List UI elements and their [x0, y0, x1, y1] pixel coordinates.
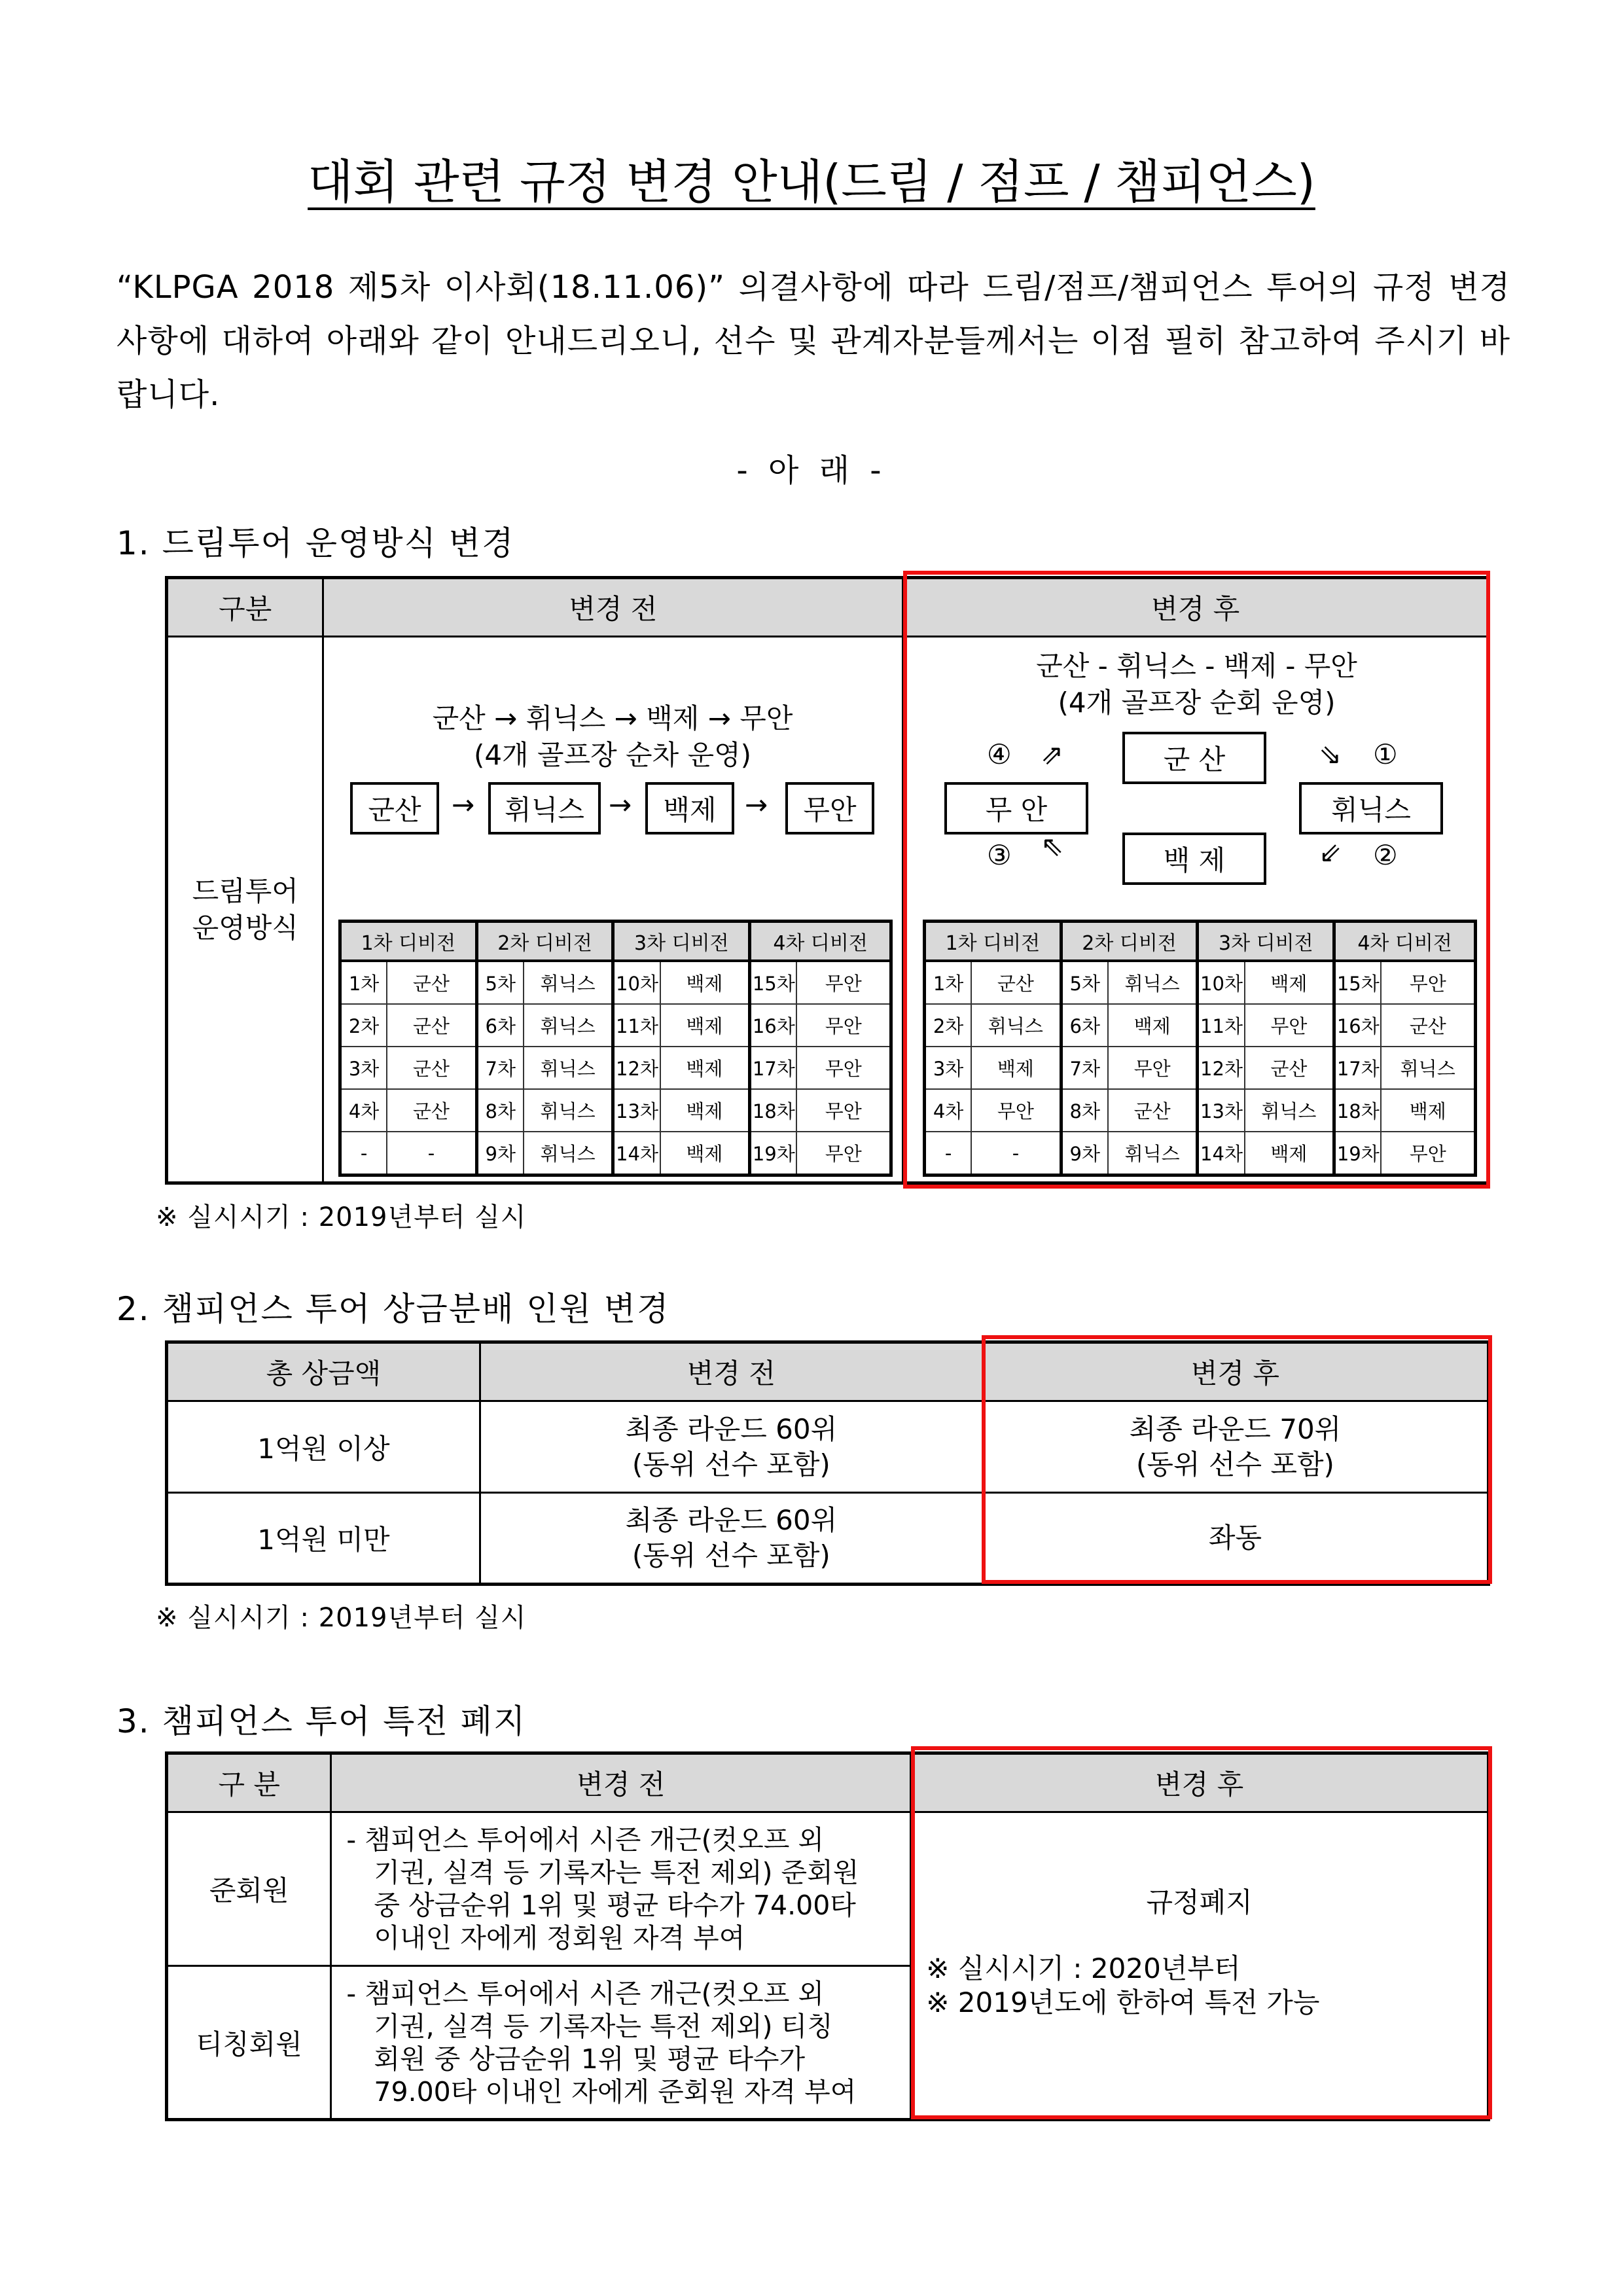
venue-cell: 휘닉스: [524, 1089, 613, 1132]
venue-cell: 무안: [796, 1004, 891, 1047]
after-box-muan: 무 안: [944, 782, 1088, 834]
arrow-nw-icon: ⇖: [1041, 830, 1064, 862]
round-number-cell: 5차: [476, 961, 524, 1004]
venue-cell: 무안: [796, 1132, 891, 1175]
venue-cell: 휘닉스: [524, 1047, 613, 1089]
s3-after-cell: 규정폐지 ※ 실시시기 : 2020년부터 ※ 2019년도에 한하여 특전 가능: [911, 1812, 1489, 2120]
venue-cell: 군산: [387, 961, 476, 1004]
before-box-muan: 무안: [785, 782, 874, 834]
venue-cell: 무안: [1108, 1047, 1198, 1089]
round-number-cell: 1차: [340, 961, 387, 1004]
venue-cell: 군산: [1108, 1089, 1198, 1132]
round-number-cell: 11차: [613, 1004, 660, 1047]
venue-cell: 백제: [1108, 1004, 1198, 1047]
round-number-cell: 16차: [1334, 1004, 1382, 1047]
s2-row2-label: 1억원 미만: [167, 1493, 480, 1585]
section-2-table: [165, 1340, 1490, 1586]
venue-cell: 백제: [660, 1047, 750, 1089]
s3-col-after: 변경 후: [911, 1753, 1489, 1812]
s1-col-before: 변경 전: [323, 578, 903, 637]
round-number-cell: 17차: [1334, 1047, 1382, 1089]
section-2-heading: 2. 챔피언스 투어 상금분배 인원 변경: [116, 1290, 670, 1328]
round-number-cell: -: [340, 1132, 387, 1175]
round-number-cell: 16차: [750, 1004, 797, 1047]
s1-before-flow-text: 군산 → 휘닉스 → 백제 → 무안 (4개 골프장 순차 운영): [432, 702, 793, 771]
before-box-phoenix: 휘닉스: [488, 782, 601, 834]
round-number-cell: 4차: [925, 1089, 972, 1132]
venue-cell: 군산: [1245, 1047, 1334, 1089]
s2-row1-label: 1억원 이상: [167, 1401, 480, 1493]
arrow-ne-icon: ⇗: [1041, 738, 1064, 770]
round-number-cell: 12차: [1198, 1047, 1245, 1089]
step-number-1: ①: [1373, 738, 1398, 770]
s2-row1-before: 최종 라운드 60위 (동위 선수 포함): [480, 1401, 982, 1493]
round-number-cell: 19차: [1334, 1132, 1382, 1175]
venue-cell: 백제: [660, 961, 750, 1004]
venue-cell: 무안: [1381, 961, 1475, 1004]
division-header: 1차 디비전: [340, 922, 477, 961]
s1-note: ※ 실시시기 : 2019년부터 실시: [156, 1202, 527, 1232]
s1-col-category: 구분: [167, 578, 323, 637]
venue-cell: 백제: [1245, 961, 1334, 1004]
venue-cell: 백제: [660, 1004, 750, 1047]
flow-arrow: →: [452, 789, 475, 821]
s3-col-before: 변경 전: [331, 1753, 911, 1812]
round-number-cell: 8차: [476, 1089, 524, 1132]
arrow-se-icon: ⇘: [1319, 738, 1342, 770]
venue-cell: 군산: [387, 1004, 476, 1047]
s1-col-after: 변경 후: [903, 578, 1489, 637]
venue-cell: 군산: [387, 1089, 476, 1132]
venue-cell: 휘닉스: [1245, 1089, 1334, 1132]
venue-cell: 휘닉스: [524, 961, 613, 1004]
venue-cell: 무안: [971, 1089, 1061, 1132]
venue-cell: 무안: [796, 1089, 891, 1132]
round-number-cell: 13차: [1198, 1089, 1245, 1132]
division-header: 4차 디비전: [1334, 922, 1476, 961]
venue-cell: 백제: [971, 1047, 1061, 1089]
round-number-cell: 2차: [925, 1004, 972, 1047]
arrow-sw-icon: ⇙: [1319, 836, 1342, 869]
below-marker: - 아 래 -: [736, 452, 887, 489]
s2-col-before: 변경 전: [480, 1342, 982, 1401]
round-number-cell: 6차: [476, 1004, 524, 1047]
round-number-cell: 3차: [925, 1047, 972, 1089]
venue-cell: -: [971, 1132, 1061, 1175]
venue-cell: 군산: [1381, 1004, 1475, 1047]
venue-cell: 무안: [796, 1047, 891, 1089]
s3-row2-label: 티칭회원: [167, 1966, 331, 2120]
s3-row1-label: 준회원: [167, 1812, 331, 1966]
s3-col-category: 구 분: [167, 1753, 331, 1812]
after-division-table: [923, 920, 1477, 1177]
s2-row2-before: 최종 라운드 60위 (동위 선수 포함): [480, 1493, 982, 1585]
round-number-cell: -: [925, 1132, 972, 1175]
s2-col-after: 변경 후: [982, 1342, 1488, 1401]
s2-row2-after: 좌동: [982, 1493, 1488, 1585]
round-number-cell: 18차: [1334, 1089, 1382, 1132]
step-number-4: ④: [987, 738, 1012, 770]
venue-cell: 백제: [660, 1089, 750, 1132]
s2-col-total: 총 상금액: [167, 1342, 480, 1401]
venue-cell: 휘닉스: [524, 1132, 613, 1175]
after-box-phoenix: 휘닉스: [1299, 782, 1443, 834]
page-title: 대회 관련 규정 변경 안내(드림 / 점프 / 챔피언스): [308, 154, 1315, 209]
round-number-cell: 19차: [750, 1132, 797, 1175]
round-number-cell: 7차: [1061, 1047, 1108, 1089]
round-number-cell: 5차: [1061, 961, 1108, 1004]
s2-note: ※ 실시시기 : 2019년부터 실시: [156, 1603, 527, 1633]
round-number-cell: 2차: [340, 1004, 387, 1047]
round-number-cell: 17차: [750, 1047, 797, 1089]
step-number-3: ③: [987, 839, 1012, 871]
section-3-table: [165, 1751, 1490, 2121]
section-3-heading: 3. 챔피언스 투어 특전 폐지: [116, 1702, 527, 1740]
intro-paragraph: “KLPGA 2018 제5차 이사회(18.11.06)” 의결사항에 따라 드림/점프/챔피언스 투어의 규정 변경 사항에 대하여 아래와 같이 안내드리오니, 선수 및 관계자분들께서는 이점 필히 참고하여 주시기 바랍니다.: [116, 269, 1510, 413]
s3-row1-before: - 챔피언스 투어에서 시즌 개근(컷오프 외 기권, 실격 등 기록자는 특전 제외) 준회원 중 상금순위 1위 및 평균 타수가 74.00타 이내인 자에게 정회원 자격 부여: [331, 1812, 911, 1966]
round-number-cell: 10차: [1198, 961, 1245, 1004]
round-number-cell: 15차: [1334, 961, 1382, 1004]
s2-row1-after: 최종 라운드 70위 (동위 선수 포함): [982, 1401, 1488, 1493]
venue-cell: 백제: [660, 1132, 750, 1175]
division-header: 2차 디비전: [1061, 922, 1198, 961]
round-number-cell: 11차: [1198, 1004, 1245, 1047]
round-number-cell: 7차: [476, 1047, 524, 1089]
round-number-cell: 12차: [613, 1047, 660, 1089]
venue-cell: 휘닉스: [1108, 961, 1198, 1004]
venue-cell: 군산: [387, 1047, 476, 1089]
flow-arrow: →: [745, 789, 768, 821]
s3-row2-before: - 챔피언스 투어에서 시즌 개근(컷오프 외 기권, 실격 등 기록자는 특전 제외) 티칭 회원 중 상금순위 1위 및 평균 타수가 79.00타 이내인 자에게 준회원 자격 부여: [331, 1966, 911, 2120]
round-number-cell: 9차: [1061, 1132, 1108, 1175]
venue-cell: 무안: [796, 961, 891, 1004]
division-header: 3차 디비전: [1198, 922, 1334, 961]
step-number-2: ②: [1373, 839, 1398, 871]
round-number-cell: 1차: [925, 961, 972, 1004]
round-number-cell: 6차: [1061, 1004, 1108, 1047]
venue-cell: 휘닉스: [1108, 1132, 1198, 1175]
round-number-cell: 14차: [613, 1132, 660, 1175]
round-number-cell: 14차: [1198, 1132, 1245, 1175]
venue-cell: 무안: [1245, 1004, 1334, 1047]
section-1-heading: 1. 드림투어 운영방식 변경: [116, 524, 515, 562]
round-number-cell: 18차: [750, 1089, 797, 1132]
round-number-cell: 13차: [613, 1089, 660, 1132]
venue-cell: 휘닉스: [524, 1004, 613, 1047]
s1-row-label: 드림투어 운영방식: [167, 637, 323, 1183]
round-number-cell: 3차: [340, 1047, 387, 1089]
before-box-baekje: 백제: [645, 782, 734, 834]
before-box-gunsan: 군산: [350, 782, 439, 834]
after-box-baekje: 백 제: [1122, 833, 1266, 885]
flow-arrow: →: [609, 789, 632, 821]
round-number-cell: 15차: [750, 961, 797, 1004]
division-header: 1차 디비전: [925, 922, 1061, 961]
round-number-cell: 4차: [340, 1089, 387, 1132]
division-header: 3차 디비전: [613, 922, 750, 961]
round-number-cell: 9차: [476, 1132, 524, 1175]
venue-cell: 백제: [1381, 1089, 1475, 1132]
venue-cell: -: [387, 1132, 476, 1175]
before-division-table: [338, 920, 893, 1177]
venue-cell: 휘닉스: [1381, 1047, 1475, 1089]
division-header: 4차 디비전: [750, 922, 891, 961]
round-number-cell: 10차: [613, 961, 660, 1004]
venue-cell: 백제: [1245, 1132, 1334, 1175]
s1-after-cycle-text: 군산 - 휘닉스 - 백제 - 무안 (4개 골프장 순회 운영): [1036, 650, 1357, 719]
division-header: 2차 디비전: [476, 922, 613, 961]
after-box-gunsan: 군 산: [1122, 732, 1266, 784]
venue-cell: 휘닉스: [971, 1004, 1061, 1047]
venue-cell: 무안: [1381, 1132, 1475, 1175]
venue-cell: 군산: [971, 961, 1061, 1004]
round-number-cell: 8차: [1061, 1089, 1108, 1132]
